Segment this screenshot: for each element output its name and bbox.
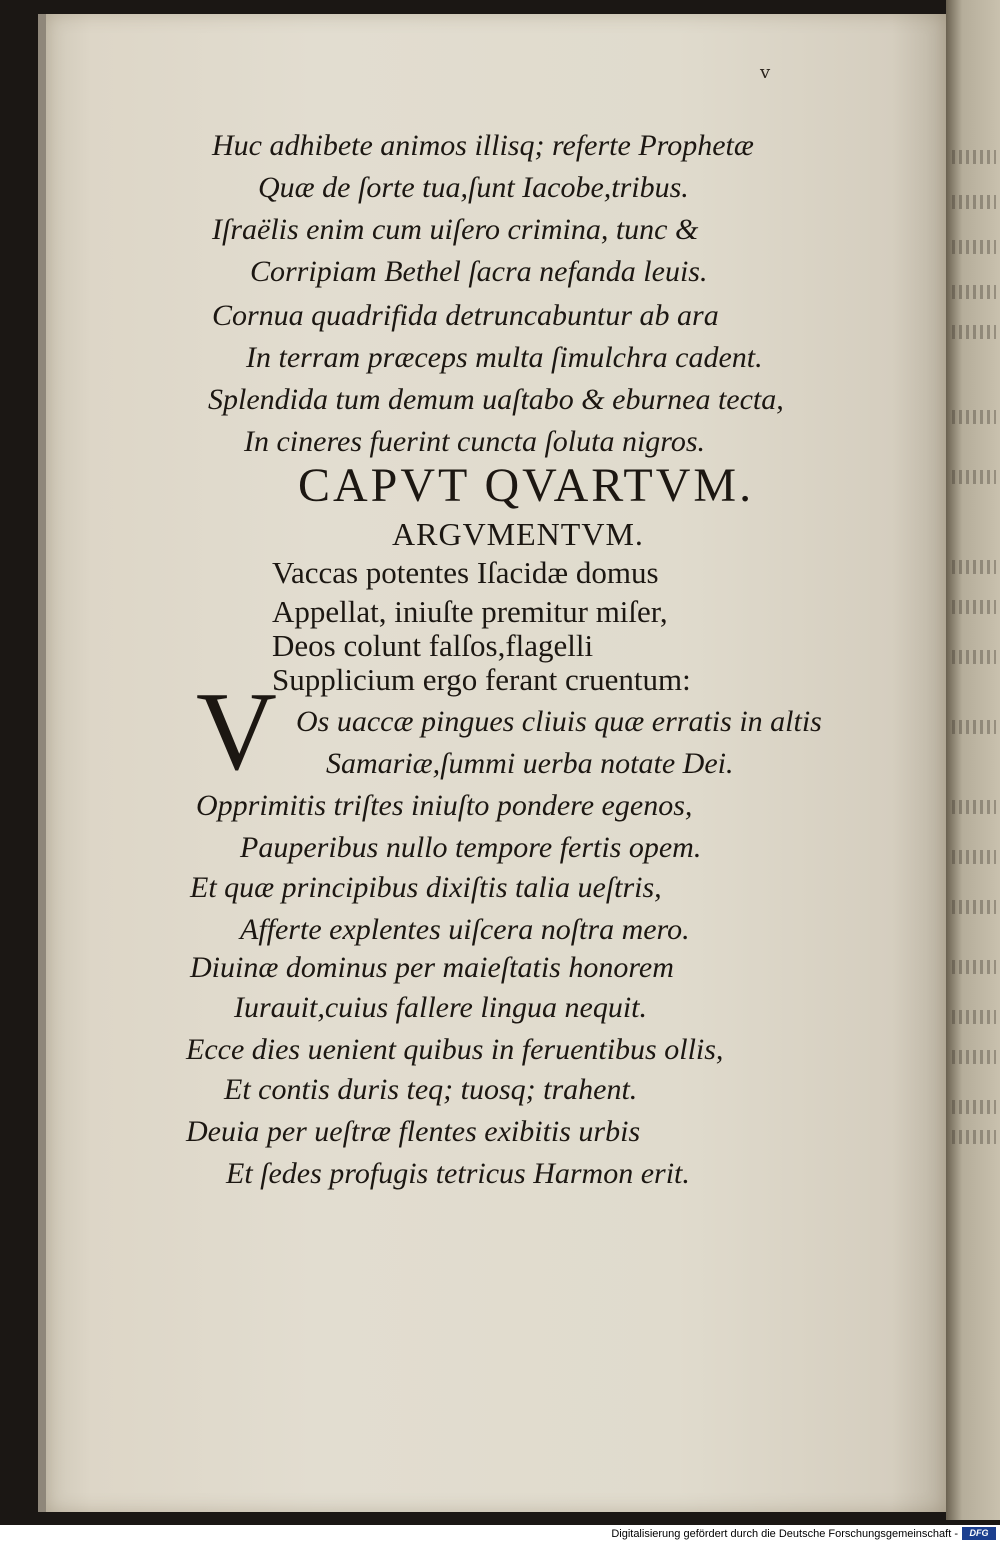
- verse-line: Os uaccæ pingues cliuis quæ erratis in altis: [296, 705, 822, 738]
- signature-mark: v: [760, 62, 771, 83]
- verse-line: Samariæ,ſummi uerba notate Dei.: [326, 747, 734, 780]
- verse-line: Iurauit,cuius fallere lingua nequit.: [234, 991, 648, 1024]
- argument-line: Appellat, iniuſte premitur miſer,: [272, 594, 668, 629]
- drop-cap: V: [196, 670, 277, 794]
- verse-line: Huc adhibete animos illisq; referte Prophetæ: [212, 129, 754, 162]
- footer-bar: [0, 1525, 1000, 1543]
- dfg-logo: DFG: [962, 1527, 996, 1540]
- funding-notice: Digitalisierung gefördert durch die Deutsche Forschungsgemeinschaft -: [611, 1528, 958, 1540]
- argument-line: Vaccas potentes Iſacidæ domus: [272, 555, 659, 590]
- verse-line: Et ſedes profugis tetricus Harmon erit.: [226, 1157, 690, 1190]
- argument-heading: ARGVMENTVM.: [392, 516, 644, 552]
- verse-line: Pauperibus nullo tempore fertis opem.: [240, 831, 702, 864]
- chapter-heading: CAPVT QVARTVM.: [298, 459, 755, 512]
- verse-line: Diuinæ dominus per maieſtatis honorem: [190, 951, 674, 984]
- verse-line: Corripiam Bethel ſacra nefanda leuis.: [250, 255, 708, 288]
- verse-line: In cineres fuerint cuncta ſoluta nigros.: [244, 425, 706, 458]
- verse-line: Deuia per ueſtræ flentes exibitis urbis: [186, 1115, 641, 1148]
- verse-line: Cornua quadrifida detruncabuntur ab ara: [212, 299, 719, 332]
- verse-line: In terram præceps multa ſimulchra cadent.: [246, 341, 763, 374]
- verse-line: Afferte explentes uiſcera noſtra mero.: [240, 913, 690, 946]
- verse-line: Quæ de ſorte tua,ſunt Iacobe,tribus.: [258, 171, 689, 204]
- verse-line: Iſraëlis enim cum uiſero crimina, tunc &: [212, 213, 699, 246]
- verse-line: Splendida tum demum uaſtabo & eburnea tecta,: [208, 383, 784, 416]
- argument-line: Supplicium ergo ferant cruentum:: [272, 662, 691, 697]
- verse-line: Opprimitis triſtes iniuſto pondere egenos,: [196, 789, 693, 822]
- verse-line: Et contis duris teq; tuosq; trahent.: [224, 1073, 638, 1106]
- facing-page-edge: [946, 0, 1000, 1520]
- verse-line: Et quæ principibus dixiſtis talia ueſtris,: [190, 871, 662, 904]
- argument-line: Deos colunt falſos,flagelli: [272, 628, 594, 663]
- verse-line: Ecce dies uenient quibus in feruentibus ollis,: [186, 1033, 724, 1066]
